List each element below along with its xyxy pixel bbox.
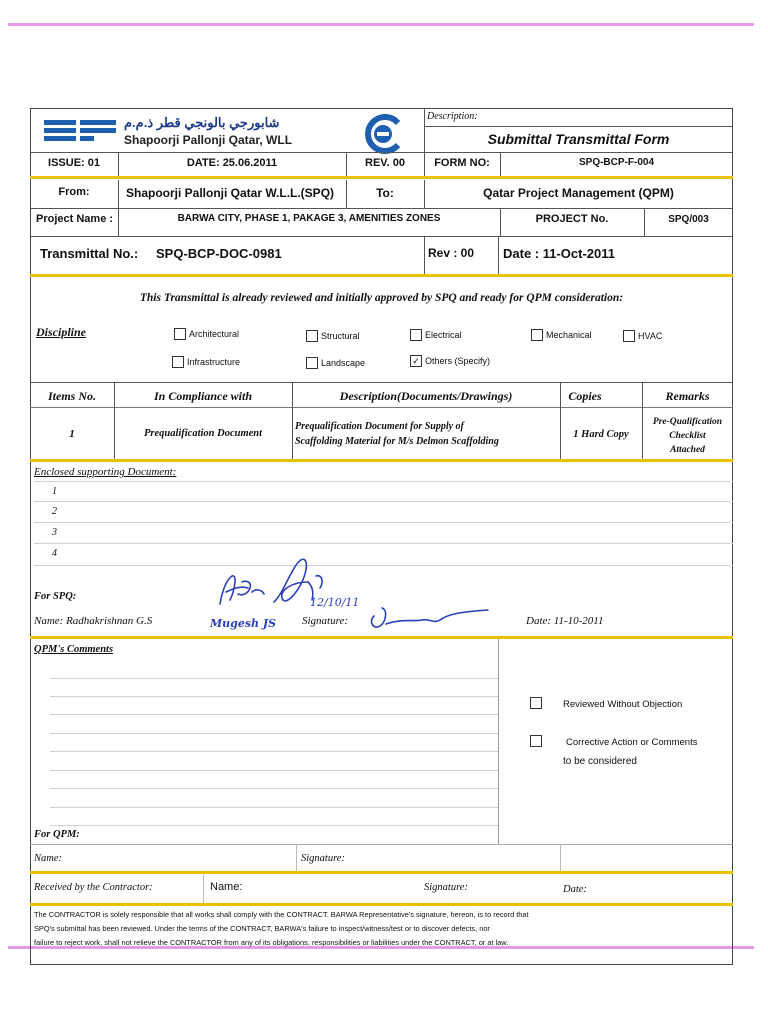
description-label: Description: [427, 111, 478, 122]
corrective-action-label-line2: to be considered [563, 756, 637, 767]
form-title: Submittal Transmittal Form [487, 131, 670, 147]
received-date-label: Date: [563, 884, 587, 895]
enclosed-number-1: 1 [52, 486, 57, 497]
header-copies: Copies [568, 389, 602, 403]
enclosed-label: Enclosed supporting Document: [34, 466, 177, 478]
issue-number: ISSUE: 01 [48, 157, 100, 169]
header-description: Description(Documents/Drawings) [339, 389, 513, 403]
footer-note-line1: The CONTRACTOR is solely responsible that all works shall comply with the CONTRACT. BARWA Representative's signature, hereon, is to record that [34, 910, 529, 919]
form-no: SPQ-BCP-F-004 [578, 157, 654, 168]
others-checkbox[interactable]: ✓ [410, 355, 422, 367]
spq-date-handwriting: 12/10/11 [310, 596, 360, 609]
structural-label: Structural [321, 331, 360, 341]
received-name-label: Name: [210, 881, 243, 893]
header-remarks: Remarks [665, 389, 710, 403]
company-name-english: Shapoorji Pallonji Qatar, WLL [124, 133, 293, 147]
qpm-signature-label: Signature: [301, 853, 345, 864]
spq-initials-handwriting [212, 552, 362, 622]
sp-logo [44, 118, 116, 144]
spq-signature-handwriting [364, 602, 494, 632]
reviewed-without-objection-label: Reviewed Without Objection [563, 699, 683, 710]
footer-note-line3: failure to reject work, shall not relieve the CONTRACTOR from any of its obligations, responsibilities or liabilities under the CONTRACT, or at law. [34, 938, 509, 947]
hvac-checkbox[interactable] [623, 330, 635, 342]
architectural-label: Architectural [189, 329, 240, 339]
enclosed-number-4: 4 [52, 548, 57, 559]
enclosed-number-3: 3 [52, 527, 57, 538]
spq-date: Date: 11-10-2011 [526, 615, 604, 627]
form-no-label: FORM NO: [434, 157, 490, 169]
others-label: Others (Specify) [425, 356, 491, 366]
received-signature-label: Signature: [424, 882, 468, 893]
project-no-value: SPQ/003 [668, 214, 709, 225]
hvac-label: HVAC [638, 331, 663, 341]
received-by-label: Received by the Contractor: [34, 882, 153, 893]
transmittal-no-value: SPQ-BCP-DOC-0981 [156, 246, 282, 261]
qpm-comments-label: QPM's Comments [34, 644, 114, 655]
discipline-label: Discipline [36, 325, 86, 339]
item-remarks-line3: Attached [670, 445, 705, 455]
footer-note-line2: SPQ's submittal has been reviewed. Under the terms of the CONTRACT, BARWA's failure to inspect/witness/test or to discover defects, nor [34, 924, 490, 933]
transmittal-rev: Rev : 00 [428, 246, 475, 260]
item-copies: 1 Hard Copy [573, 429, 629, 440]
item-compliance: Prequalification Document [143, 428, 263, 439]
item-description-line1: Prequalification Document for Supply of [295, 421, 464, 432]
transmittal-no-label: Transmittal No.: [40, 246, 139, 261]
reviewed-without-objection-checkbox[interactable] [530, 697, 542, 709]
spq-name: Name: Radhakrishnan G.S [34, 615, 153, 627]
structural-checkbox[interactable] [306, 330, 318, 342]
from-value: Shapoorji Pallonji Qatar W.L.L.(SPQ) [126, 186, 335, 200]
header-items-no: Items No. [48, 389, 96, 403]
project-name-label: Project Name : [36, 213, 114, 225]
spq-name-handwriting: Mugesh JS [210, 617, 277, 630]
for-qpm-label: For QPM: [34, 829, 80, 840]
approval-statement: This Transmittal is already reviewed and initially approved by SPQ and ready for QPM consideration: [139, 292, 624, 304]
company-emblem-icon [362, 114, 404, 154]
revision: REV. 00 [365, 157, 405, 169]
infrastructure-checkbox[interactable] [172, 356, 184, 368]
to-value: Qatar Project Management (QPM) [483, 186, 674, 200]
enclosed-number-2: 2 [52, 506, 57, 517]
transmittal-date: Date : 11-Oct-2011 [503, 246, 616, 261]
from-label: From: [58, 186, 90, 198]
issue-date: DATE: 25.06.2011 [186, 157, 278, 169]
company-name-arabic: شابورجي بالونجي قطر ذ.م.م [124, 115, 280, 130]
electrical-checkbox[interactable] [410, 329, 422, 341]
mechanical-label: Mechanical [546, 330, 592, 340]
project-name-value: BARWA CITY, PHASE 1, PAKAGE 3, AMENITIES ZONES [177, 213, 441, 224]
electrical-label: Electrical [425, 330, 462, 340]
for-spq-label: For SPQ: [34, 591, 77, 602]
architectural-checkbox[interactable] [174, 328, 186, 340]
qpm-name-label: Name: [34, 853, 62, 864]
item-description-line2: Scaffolding Material for M/s Delmon Scaffolding [295, 436, 499, 447]
to-label: To: [376, 186, 394, 200]
infrastructure-label: Infrastructure [187, 357, 241, 367]
item-remarks-line2: Checklist [669, 431, 706, 441]
spq-signature-label: Signature: [302, 615, 349, 627]
landscape-checkbox[interactable] [306, 357, 318, 369]
item-remarks-line1: Pre-Qualification [652, 417, 723, 427]
scan-line-top [8, 23, 754, 26]
corrective-action-checkbox[interactable] [530, 735, 542, 747]
mechanical-checkbox[interactable] [531, 329, 543, 341]
landscape-label: Landscape [321, 358, 366, 368]
corrective-action-label-line1: Corrective Action or Comments [566, 737, 698, 748]
project-no-label: PROJECT No. [535, 213, 609, 225]
item-no: 1 [69, 428, 75, 440]
header-compliance: In Compliance with [153, 389, 253, 403]
